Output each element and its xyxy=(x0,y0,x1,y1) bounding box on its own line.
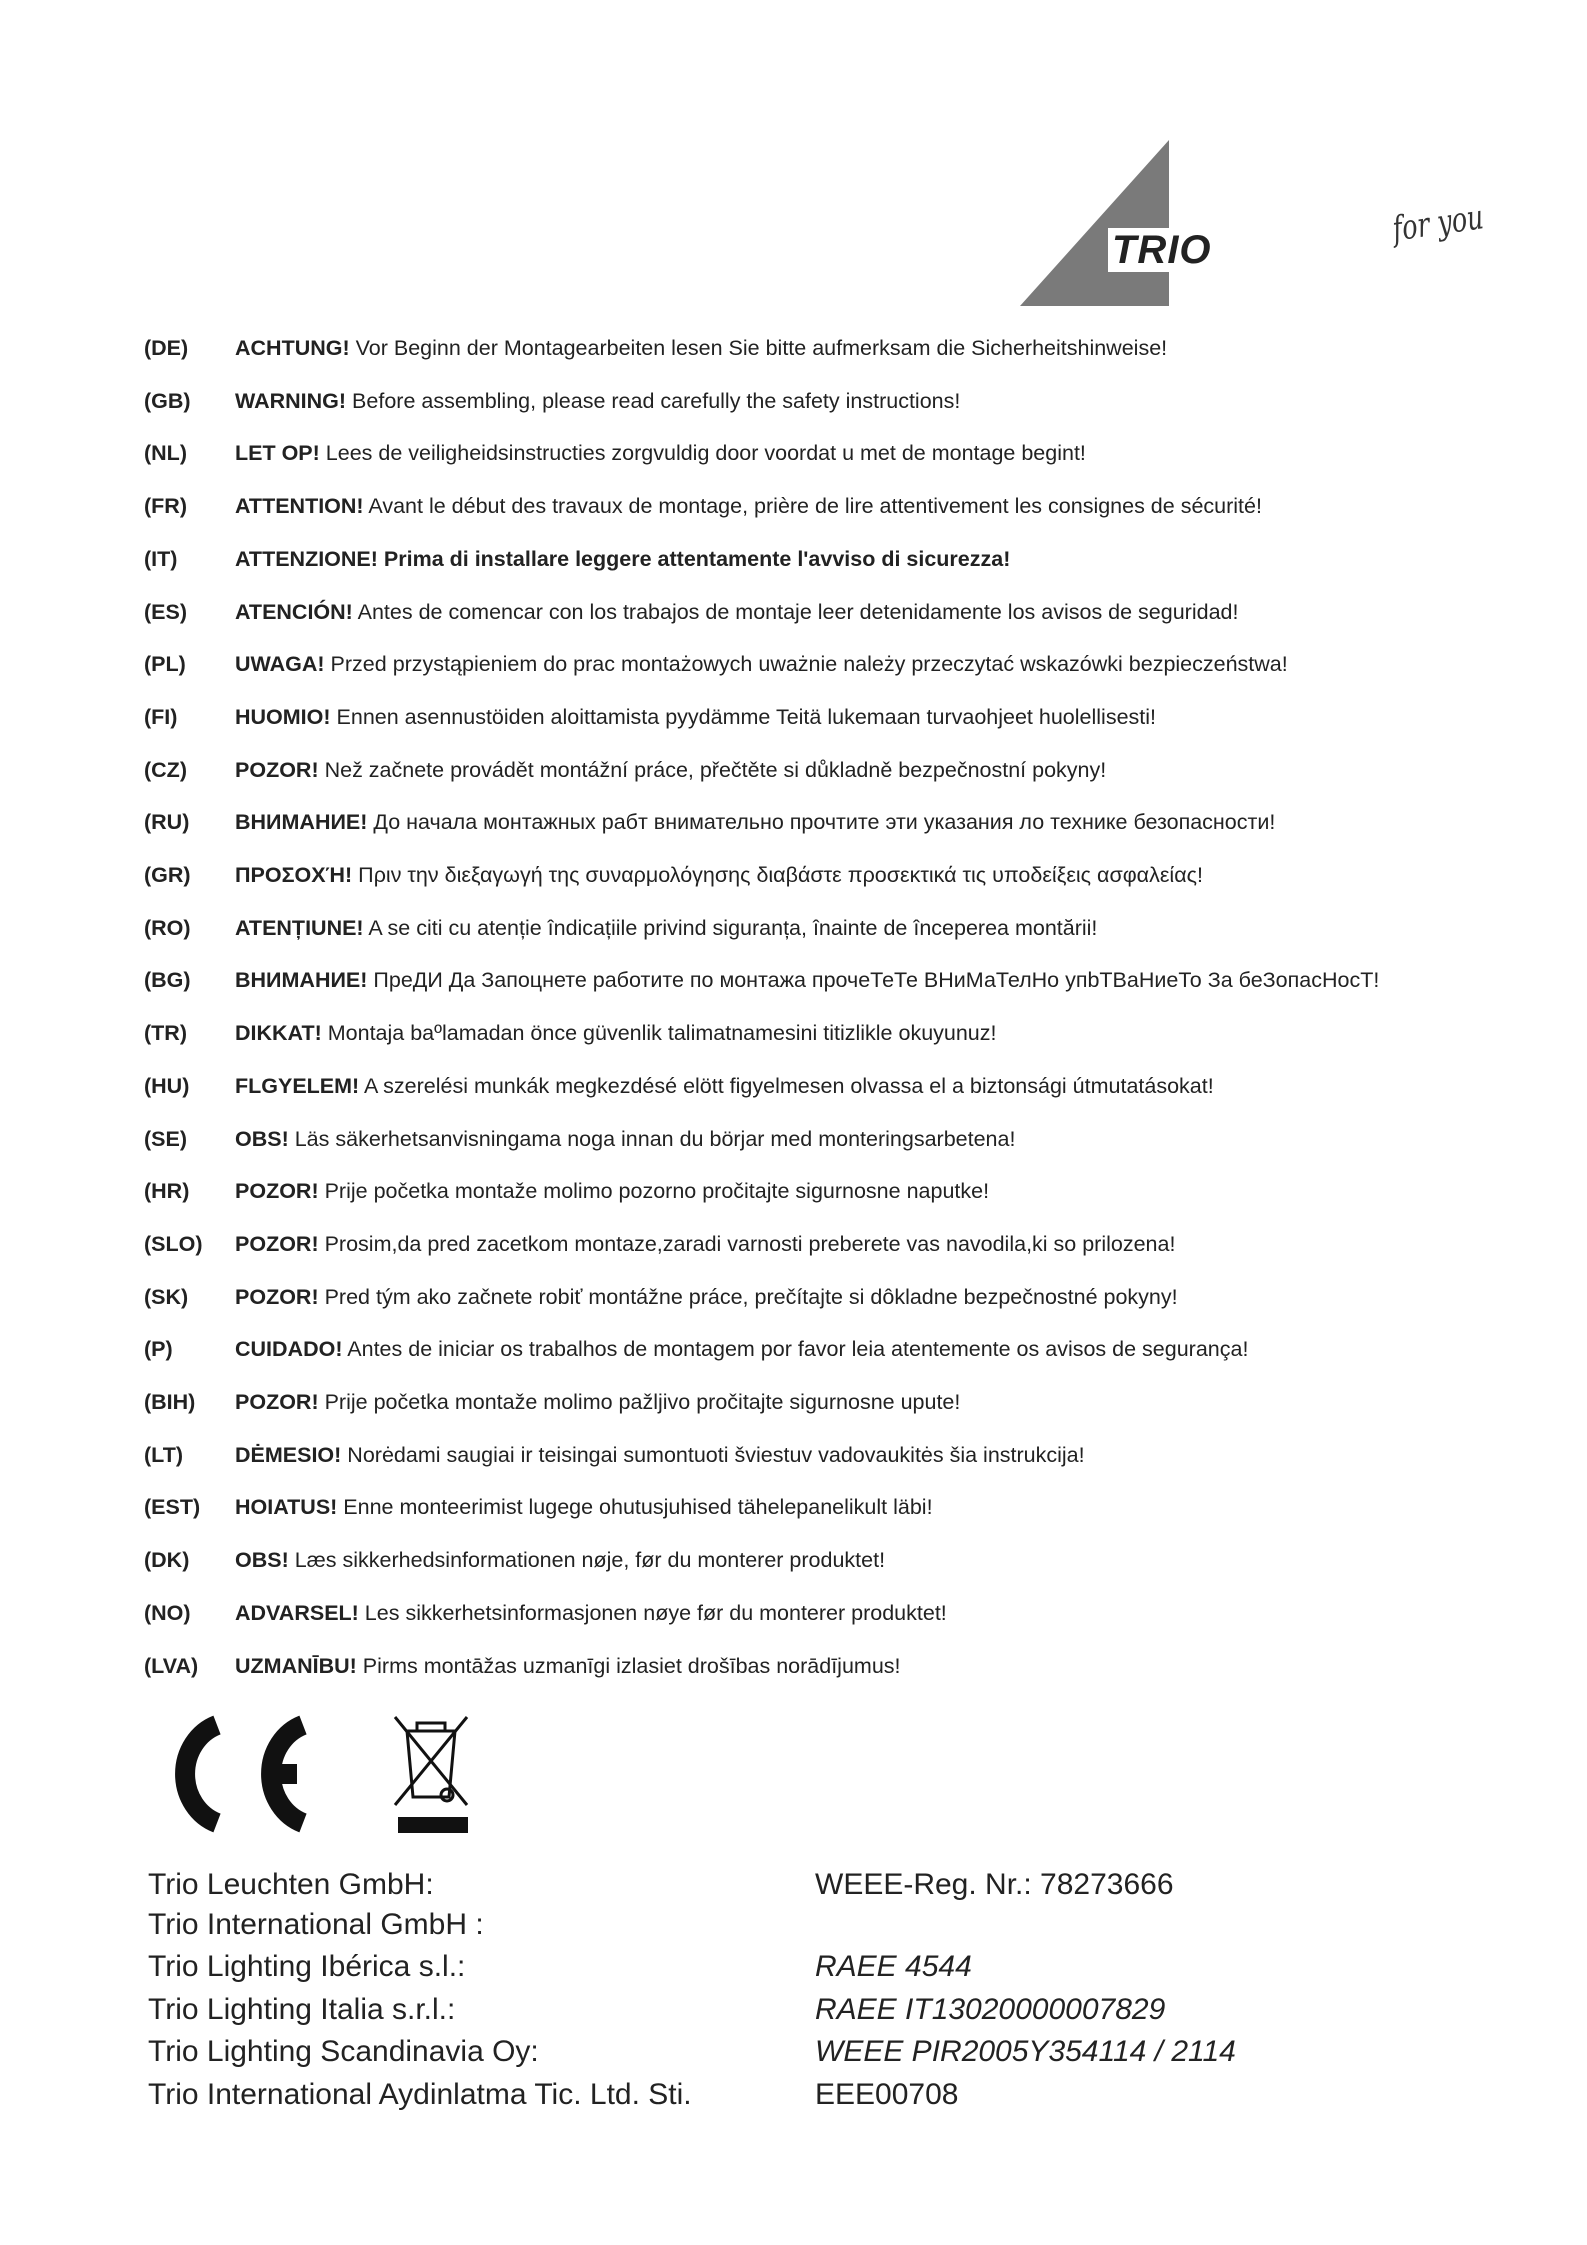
language-code: (NL) xyxy=(144,441,187,466)
company-name: Trio Lighting Ibérica s.l.: xyxy=(148,1950,466,1983)
language-code: (LT) xyxy=(144,1442,183,1467)
warning-body: Prije početka montaže molimo pozorno pročitajte sigurnosne naputke! xyxy=(318,1179,990,1204)
warning-row xyxy=(0,386,1587,439)
warning-row xyxy=(0,1071,1587,1124)
warning-row xyxy=(0,491,1587,544)
warning-body: Läs säkerhetsanvisningama noga innan du börjar med monteringsarbetena! xyxy=(288,1126,1016,1151)
warning-row xyxy=(0,965,1587,1018)
warning-text xyxy=(235,649,1288,679)
warning-row xyxy=(0,1598,1587,1651)
warning-text xyxy=(235,544,1010,574)
warning-text xyxy=(235,1440,1085,1470)
warning-body: Lees de veiligheidsinstructies zorgvuldig door voordat u met de montage begint! xyxy=(319,441,1086,466)
warning-lead: HUOMIO! xyxy=(235,704,331,729)
warning-lead: OBS! xyxy=(235,1126,289,1151)
warning-lead: ΠΡΟΣΟΧΉ! xyxy=(235,863,353,887)
warning-lead: HOIATUS! xyxy=(235,1495,338,1520)
language-code: (FI) xyxy=(144,704,178,729)
warning-body: Prije početka montaže molimo pažljivo pročitajte sigurnosne upute! xyxy=(318,1390,961,1414)
warning-body: Než začnete provádět montážní práce, přečtěte si důkladně bezpečnostní pokyny! xyxy=(318,757,1107,782)
warning-text xyxy=(235,807,1275,837)
language-code: (EST) xyxy=(144,1495,201,1520)
warning-row xyxy=(0,860,1587,913)
warning-lead: DĖMESIO! xyxy=(235,1442,342,1467)
warning-lead: ADVARSEL! xyxy=(235,1600,359,1625)
language-code: (SK) xyxy=(144,1284,189,1309)
warning-body: Przed przystąpieniem do prac montażowych uważnie należy przeczytać wskazówki bezpieczeństwa! xyxy=(324,652,1288,677)
language-code: (HR) xyxy=(144,1179,190,1204)
warning-body: Ennen asennustöiden aloittamista pyydämme Teitä lukemaan turvaohjeet huolellisesti! xyxy=(330,704,1156,729)
warning-text xyxy=(235,333,1167,363)
warning-lead: ATENȚIUNE! xyxy=(235,915,364,940)
company-name: Trio Leuchten GmbH: xyxy=(148,1868,434,1901)
warning-text xyxy=(235,1282,1178,1312)
language-code: (IT) xyxy=(144,546,178,571)
language-code: (BIH) xyxy=(144,1390,196,1414)
warning-text xyxy=(235,1334,1248,1364)
warning-row xyxy=(0,1176,1587,1229)
warning-lead: DIKKAT! xyxy=(235,1021,322,1046)
warning-text xyxy=(235,386,960,416)
warning-body: A se citi cu atenție îndicațiile privind siguranța, înainte de începerea montării! xyxy=(363,915,1098,940)
warning-row xyxy=(0,333,1587,386)
language-code: (SE) xyxy=(144,1126,187,1151)
warning-text xyxy=(235,913,1097,943)
warning-row xyxy=(0,1387,1587,1440)
warning-lead: POZOR! xyxy=(235,1284,319,1309)
warning-row xyxy=(0,1492,1587,1545)
warning-row xyxy=(0,1651,1587,1704)
warning-lead: ВНИМАНИЕ! xyxy=(235,968,368,993)
warning-body: Læs sikkerhedsinformationen nøje, før du monterer produktet! xyxy=(288,1548,886,1573)
warning-row xyxy=(0,1282,1587,1335)
registration-number: EEE00708 xyxy=(815,2078,959,2111)
warning-lead: ATTENZIONE! xyxy=(235,546,378,571)
warning-text xyxy=(235,1387,960,1417)
language-code: (FR) xyxy=(144,494,187,519)
warning-lead: POZOR! xyxy=(235,1231,319,1256)
warning-text xyxy=(235,965,1379,995)
warning-body: Prosim,da pred zacetkom montaze,zaradi varnosti preberete vas navodila,ki so prilozena! xyxy=(318,1231,1176,1256)
warning-lead: OBS! xyxy=(235,1548,289,1573)
warning-text xyxy=(235,1651,901,1681)
warning-row xyxy=(0,438,1587,491)
logo-tagline: for you xyxy=(1390,197,1486,250)
warning-text xyxy=(235,1124,1015,1154)
compliance-marks xyxy=(155,1705,495,1850)
language-code: (RO) xyxy=(144,915,191,940)
registration-number: RAEE IT13020000007829 xyxy=(815,1993,1166,2026)
warning-text xyxy=(235,702,1156,732)
registration-number: WEEE PIR2005Y354114 / 2114 xyxy=(815,2035,1236,2068)
language-code: (RU) xyxy=(144,810,190,835)
warning-text xyxy=(235,1176,989,1206)
warning-lead: CUIDADO! xyxy=(235,1337,343,1362)
warning-row xyxy=(0,1018,1587,1071)
warning-text xyxy=(235,1492,933,1522)
warning-text xyxy=(235,1018,997,1048)
warning-lead: UZMANĪBU! xyxy=(235,1653,357,1678)
warning-body: Antes de comencar con los trabajos de montaje leer detenidamente los avisos de seguridad! xyxy=(352,599,1239,624)
ce-mark-icon xyxy=(185,1725,303,1823)
warning-lead: WARNING! xyxy=(235,388,347,413)
weee-bin-icon xyxy=(395,1717,468,1833)
warning-text xyxy=(235,1545,885,1575)
warning-row xyxy=(0,544,1587,597)
language-code: (BG) xyxy=(144,968,191,993)
warning-body: Pirms montāžas uzmanīgi izlasiet drošības norādījumus! xyxy=(356,1653,901,1678)
warning-body: До начала монтажных рабт внимательно прочтите эти указания ло технике безопасности! xyxy=(367,810,1276,835)
company-name: Trio International Aydinlatma Tic. Ltd. Sti. xyxy=(148,2078,692,2111)
warning-row xyxy=(0,1440,1587,1493)
warning-lead: LET OP! xyxy=(235,441,320,466)
warning-text xyxy=(235,597,1238,627)
warning-row xyxy=(0,597,1587,650)
warning-body: Les sikkerhetsinformasjonen nøye før du monterer produktet! xyxy=(358,1600,947,1625)
warning-text xyxy=(235,860,1203,890)
warning-lead: UWAGA! xyxy=(235,652,325,677)
language-code: (GB) xyxy=(144,388,191,413)
warning-body: Pred tým ako začnete robiť montážne práce, prečítajte si dôkladne bezpečnostné pokyny! xyxy=(318,1284,1178,1309)
warning-body: Montaja baºlamadan önce güvenlik talimatnamesini titizlikle okuyunuz! xyxy=(321,1021,997,1046)
warning-lead: POZOR! xyxy=(235,1390,319,1414)
warning-body: Prima di installare leggere attentamente l'avviso di sicurezza! xyxy=(377,546,1011,571)
warning-body: Norėdami saugiai ir teisingai sumontuoti šviestuv vadovaukitės šia instrukcija! xyxy=(341,1442,1085,1467)
warning-row xyxy=(0,1545,1587,1598)
registration-number: RAEE 4544 xyxy=(815,1950,972,1983)
language-code: (ES) xyxy=(144,599,187,624)
warning-row xyxy=(0,913,1587,966)
warning-body: Before assembling, please read carefully the safety instructions! xyxy=(346,388,961,413)
warning-lead: FLGYELEM! xyxy=(235,1073,360,1098)
warning-row xyxy=(0,807,1587,860)
warning-body: Antes de iniciar os trabalhos de montagem por favor leia atentemente os avisos de segurança! xyxy=(342,1337,1249,1362)
language-code: (LVA) xyxy=(144,1653,199,1678)
warning-text xyxy=(235,1229,1175,1259)
language-code: (PL) xyxy=(144,652,186,677)
warning-lead: POZOR! xyxy=(235,1179,319,1204)
company-name: Trio Lighting Italia s.r.l.: xyxy=(148,1993,456,2026)
language-code: (HU) xyxy=(144,1073,190,1098)
warning-body: Vor Beginn der Montagearbeiten lesen Sie bitte aufmerksam die Sicherheitshinweise! xyxy=(349,336,1168,360)
language-code: (SLO) xyxy=(144,1231,203,1256)
warning-lead: POZOR! xyxy=(235,757,319,782)
language-code: (TR) xyxy=(144,1021,187,1046)
warning-text xyxy=(235,1598,947,1628)
warning-lead: ACHTUNG! xyxy=(235,336,350,360)
warning-row xyxy=(0,649,1587,702)
registration-number: WEEE-Reg. Nr.: 78273666 xyxy=(815,1868,1174,1901)
language-code: (NO) xyxy=(144,1600,191,1625)
warning-body: A szerelési munkák megkezdésé elött figyelmesen olvassa el a biztonsági útmutatásokat! xyxy=(359,1073,1214,1098)
warning-row xyxy=(0,1124,1587,1177)
warning-text xyxy=(235,438,1086,468)
warning-body: ПреДИ Да Запоцнете работите по монтажа прочеТеТе ВНиМаТелНо упbТВаНиеТо За беЗопасНосТ! xyxy=(367,968,1380,993)
language-code: (DE) xyxy=(144,336,189,360)
language-code: (CZ) xyxy=(144,757,187,782)
warning-row xyxy=(0,1229,1587,1282)
warning-row xyxy=(0,755,1587,808)
company-name: Trio Lighting Scandinavia Oy: xyxy=(148,2035,539,2068)
language-code: (GR) xyxy=(144,863,191,887)
warning-row xyxy=(0,1334,1587,1387)
warning-text xyxy=(235,491,1262,521)
language-code: (P) xyxy=(144,1337,173,1362)
warning-body: Πριν την διεξαγωγή της συναρμολόγησης διαβάστε προσεκτικά τις υποδείξεις ασφαλείας! xyxy=(352,863,1203,887)
warning-row xyxy=(0,702,1587,755)
warning-text xyxy=(235,755,1106,785)
language-code: (DK) xyxy=(144,1548,190,1573)
warning-body: Enne monteerimist lugege ohutusjuhised tähelepanelikult läbi! xyxy=(337,1495,933,1520)
warning-text xyxy=(235,1071,1214,1101)
warning-lead: ВНИМАНИЕ! xyxy=(235,810,368,835)
logo-brand: TRIO xyxy=(1108,228,1216,272)
warning-lead: ATTENTION! xyxy=(235,494,364,519)
warning-lead: ATENCIÓN! xyxy=(235,599,353,624)
company-name: Trio International GmbH : xyxy=(148,1908,484,1941)
warning-body: Avant le début des travaux de montage, prière de lire attentivement les consignes de sécurité! xyxy=(363,494,1262,519)
